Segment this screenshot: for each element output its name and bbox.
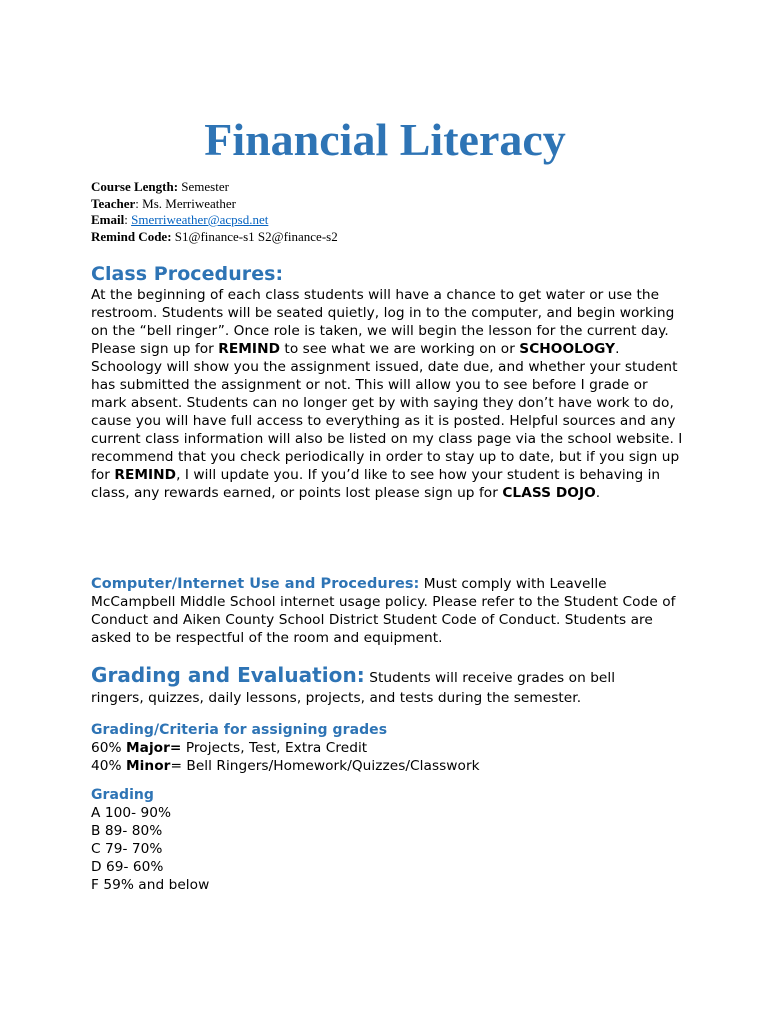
grading-evaluation-heading: Grading and Evaluation:: [91, 663, 365, 687]
course-info: [91, 179, 338, 245]
teacher-line: [91, 196, 338, 213]
text-run: . Schoology will show you the assignment issued, date due, and whether your student has submitted the assignment or not. This will allow you to see before I grade or mark absent. Students can no longer get by with saying they don’t have work to do, cause you will have full access to everything as it is posted. Helpful sources and any current class information will also be listed on my class page via the school website. I recommend that you check periodically in order to stay up to date, but if you sign up for: [91, 341, 683, 483]
email-link[interactable]: Smerriweather@acpsd.net: [131, 212, 269, 227]
remind-emphasis: REMIND: [114, 467, 177, 483]
email-label: Email: [91, 212, 125, 227]
major-text: Projects, Test, Extra Credit: [181, 740, 368, 756]
grading-scale-section: [91, 786, 691, 894]
grade-d: D 69- 60%: [91, 859, 164, 875]
major-line: [91, 739, 691, 757]
grade-c: C 79- 70%: [91, 841, 163, 857]
schoology-emphasis: SCHOOLOGY: [519, 341, 616, 357]
text-run: to see what we are working on or: [280, 341, 520, 357]
grading-evaluation-section: [91, 665, 651, 708]
email-line: [91, 212, 338, 229]
course-length-label: Course Length:: [91, 179, 179, 194]
grading-evaluation-text: Students will receive grades on bell ringers, quizzes, daily lessons, projects, and tests during the semester.: [91, 670, 616, 706]
minor-text: = Bell Ringers/Homework/Quizzes/Classwork: [170, 758, 480, 774]
grading-criteria-section: [91, 721, 691, 775]
class-procedures-heading: Class Procedures:: [91, 263, 284, 285]
teacher-label: Teacher: [91, 195, 136, 211]
grade-a: A 100- 90%: [91, 805, 172, 821]
remind-emphasis: REMIND: [218, 341, 280, 357]
class-procedures-paragraph: [91, 286, 683, 502]
text-run: .: [595, 485, 601, 501]
grade-b: B 89- 80%: [91, 823, 163, 839]
computer-use-heading: Computer/Internet Use and Procedures:: [91, 576, 420, 592]
grade-f: F 59% and below: [91, 877, 210, 893]
text-run: , I will update you. If you’d like to see how your student is behaving in class, any rewards earned, or points lost please sign up for: [91, 467, 661, 501]
remind-code-line: [91, 229, 338, 246]
course-length-value: Semester: [178, 179, 229, 194]
course-length-line: [91, 179, 338, 196]
minor-percent: 40%: [91, 758, 126, 774]
class-dojo-emphasis: CLASS DOJO: [502, 485, 596, 501]
remind-code-label: Remind Code:: [91, 228, 172, 244]
document-title: Financial Literacy: [204, 114, 566, 165]
grading-criteria-heading: Grading/Criteria for assigning grades: [91, 722, 388, 738]
text-run: At the beginning of each class students will have a chance to get water or use the restroom. Students will be seated quietly, log in to the computer, and begin working on the “bell ringer”. Once role is taken, we will begin the lesson for the current day. Please sign up for: [91, 287, 675, 357]
minor-label: Minor: [125, 758, 171, 774]
minor-line: [91, 757, 691, 775]
computer-use-section: [91, 575, 676, 647]
teacher-value: : Ms. Merriweather: [135, 195, 237, 211]
computer-use-text: Must comply with Leavelle McCampbell Middle School internet usage policy. Please refer to the Student Code of Conduct and Aiken County School District Student Code of Conduct. Students are asked to be respectful of the room and equipment.: [91, 576, 676, 646]
grading-scale-heading: Grading: [91, 787, 155, 803]
email-separator: :: [124, 212, 132, 227]
class-procedures-section: [91, 262, 691, 502]
major-label: Major=: [125, 740, 182, 756]
major-percent: 60%: [91, 740, 126, 756]
remind-code-value: S1@finance-s1 S2@finance-s2: [171, 228, 338, 244]
